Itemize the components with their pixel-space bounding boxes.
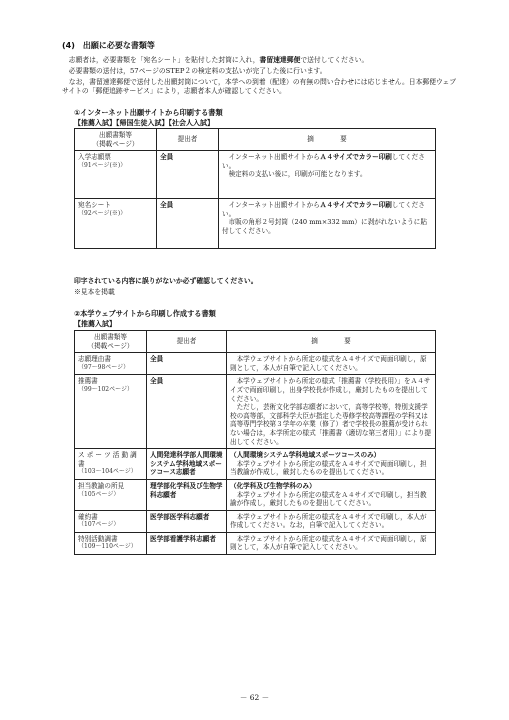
- section-title: (4) 出願に必要な書類等: [62, 41, 155, 50]
- paragraph-tracking-note: なお，書留速達郵便で送付した出願封筒について，本学への到着（配達）の有無の問い合わせには応じません。日本郵便ウェブサイトの「郵便追跡サービス」により，志願者本人が確認してください。: [62, 78, 457, 95]
- table-row: [75, 353, 436, 375]
- para1-emphasis: 書留速達郵便: [259, 56, 301, 64]
- submitter-cell: 全員: [147, 375, 227, 449]
- para1-text-end: で送付してください。: [300, 56, 369, 64]
- doc-cell: [75, 532, 147, 554]
- doc-cell: [75, 479, 147, 510]
- table-row: [75, 510, 436, 532]
- doc-name: 志願理由書: [78, 355, 111, 364]
- summary-cell: 本学ウェブサイトから所定の様式をＡ４サイズで両面印刷し，原則として，本人が自筆で記入してください。: [227, 532, 436, 554]
- header-summary: 摘 要: [219, 129, 436, 151]
- header-documents: [75, 331, 147, 353]
- submitter-cell: 全員: [157, 151, 219, 199]
- submitter-cell: 医学部医学科志願者: [147, 510, 227, 532]
- header-summary: 摘 要: [227, 331, 436, 353]
- doc-page: （97〜98ページ）: [78, 363, 130, 371]
- header-documents-sub: （掲載ページ）: [87, 341, 134, 350]
- summary-note: 検定料の支払い後に，印刷が可能となります。: [228, 170, 367, 179]
- doc-cell: [75, 375, 147, 449]
- page-number: － 62 －: [239, 693, 270, 702]
- summary-text-end: してください。: [222, 153, 425, 170]
- table1-check-note: 印字されている内容に誤りがないか必ず確認してください。: [74, 277, 258, 285]
- header-documents-sub: （掲載ページ）: [92, 139, 139, 148]
- doc-page: （107ページ）: [78, 521, 120, 529]
- table-row: [75, 199, 436, 249]
- doc-name: 宛名シート: [78, 201, 111, 210]
- table2-subhead: 【推薦入試】: [74, 320, 116, 328]
- summary-note: ただし，芸術文化学部志願者において，高等学校等，特別支援学校の高等部，文部科学大臣が指定した専修学校高等課程の学科又は高等専門学校第３学年の卒業（修了）者で学校長の推薦が受けられない場合は，本学所定の様式「推薦書（適切な第三者用）」により提出してください。: [230, 403, 432, 446]
- table-header-row: [75, 331, 436, 353]
- doc-name: 確約書: [78, 512, 98, 521]
- table-row: [75, 151, 436, 199]
- summary-emphasis: Ａ４サイズでカラー印刷: [319, 153, 392, 162]
- doc-name: 特別活動調書: [78, 534, 118, 543]
- table-row: [75, 375, 436, 449]
- summary-heading: （化学科及び生物学科のみ）: [230, 481, 316, 490]
- submitter-cell: 全員: [147, 353, 227, 375]
- submitter-cell: 人間発達科学部人間環境システム学科地域スポーツコース志願者: [147, 449, 227, 480]
- doc-page: （92ページ(※)）: [78, 209, 127, 217]
- table-row: [75, 479, 436, 510]
- table2-heading: ②本学ウェブサイトから印刷し作成する書類: [74, 309, 216, 318]
- doc-cell: [75, 510, 147, 532]
- summary-heading: （人間環境システム学科地域スポーツコースのみ）: [230, 451, 381, 460]
- table1-heading: ①インターネット出願サイトから印刷する書類: [74, 108, 223, 117]
- header-documents-label: 出願書類等: [94, 333, 127, 341]
- summary-cell: [219, 151, 436, 199]
- doc-page: （103〜104ページ）: [78, 468, 137, 476]
- header-documents: [75, 129, 157, 151]
- doc-page: （109〜110ページ）: [78, 543, 137, 551]
- doc-cell: [75, 151, 157, 199]
- summary-note: 市販の角形２号封筒（240 mm×332 mm）に剥がれないように貼付してください。: [222, 218, 427, 235]
- doc-page: （105ページ）: [78, 490, 120, 498]
- submitter-cell: 理学部化学科及び生物学科志願者: [147, 479, 227, 510]
- summary-text: 本学ウェブサイトから所定の様式「推薦書（学校長用）」をＡ４サイズで両面印刷し，出身学校長が作成し，厳封したものを提出してください。: [230, 377, 431, 403]
- summary-cell: [227, 479, 436, 510]
- summary-cell: [219, 199, 436, 249]
- table-internet-documents: [74, 128, 436, 249]
- header-submitter: 提出者: [157, 129, 219, 151]
- paragraph-send-instructions: [62, 56, 457, 65]
- summary-text: 本学ウェブサイトから所定の様式をＡ４サイズで両面印刷し，担当教諭が作成し，厳封したものを提出してください。: [230, 459, 427, 477]
- summary-text: インターネット出願サイトから: [228, 201, 320, 210]
- table-website-documents: [74, 330, 436, 555]
- doc-cell: [75, 353, 147, 375]
- doc-name: 入学志願票: [78, 153, 111, 162]
- table-row: [75, 532, 436, 554]
- doc-name: 推薦書: [78, 377, 98, 386]
- doc-name: 担当教諭の所見: [78, 481, 125, 490]
- paragraph-send-timing: 必要書類の送付は，57ページのSTEP２の検定料の支払いが完了した後に行います。: [68, 67, 327, 75]
- doc-page: （99〜102ページ）: [78, 385, 133, 393]
- summary-cell: 本学ウェブサイトから所定の様式をＡ４サイズで両面印刷し，原則として，本人が自筆で記入してください。: [227, 353, 436, 375]
- header-documents-label: 出願書類等: [99, 131, 132, 139]
- table1-sample-note: ※見本を掲載: [74, 288, 115, 296]
- table1-subhead: 【推薦入試】【帰国生徒入試】【社会人入試】: [74, 119, 214, 127]
- doc-cell: [75, 199, 157, 249]
- summary-cell: [227, 449, 436, 480]
- doc-cell: [75, 449, 147, 480]
- submitter-cell: 医学部看護学科志願者: [147, 532, 227, 554]
- summary-emphasis: Ａ４サイズでカラー印刷: [319, 201, 392, 210]
- summary-cell: 本学ウェブサイトから所定の様式をＡ４サイズで印刷し，本人が作成してください。なお，自筆で記入してください。: [227, 510, 436, 532]
- table-header-row: [75, 129, 436, 151]
- summary-text-end: してください。: [222, 201, 425, 218]
- submitter-cell: 全員: [157, 199, 219, 249]
- summary-text: インターネット出願サイトから: [228, 153, 320, 162]
- summary-text: 本学ウェブサイトから所定の様式をＡ４サイズで印刷し，担当教諭が作成し，厳封したものを提出してください。: [230, 490, 427, 508]
- doc-name: ス ポ ー ツ 活 動 調書: [78, 451, 137, 468]
- para1-text: 志願者は，必要書類を「宛名シート」を貼付した封筒に入れ，: [68, 56, 260, 64]
- summary-cell: [227, 375, 436, 449]
- table-row: [75, 449, 436, 480]
- doc-page: （91ページ(※)）: [78, 161, 127, 169]
- header-submitter: 提出者: [147, 331, 227, 353]
